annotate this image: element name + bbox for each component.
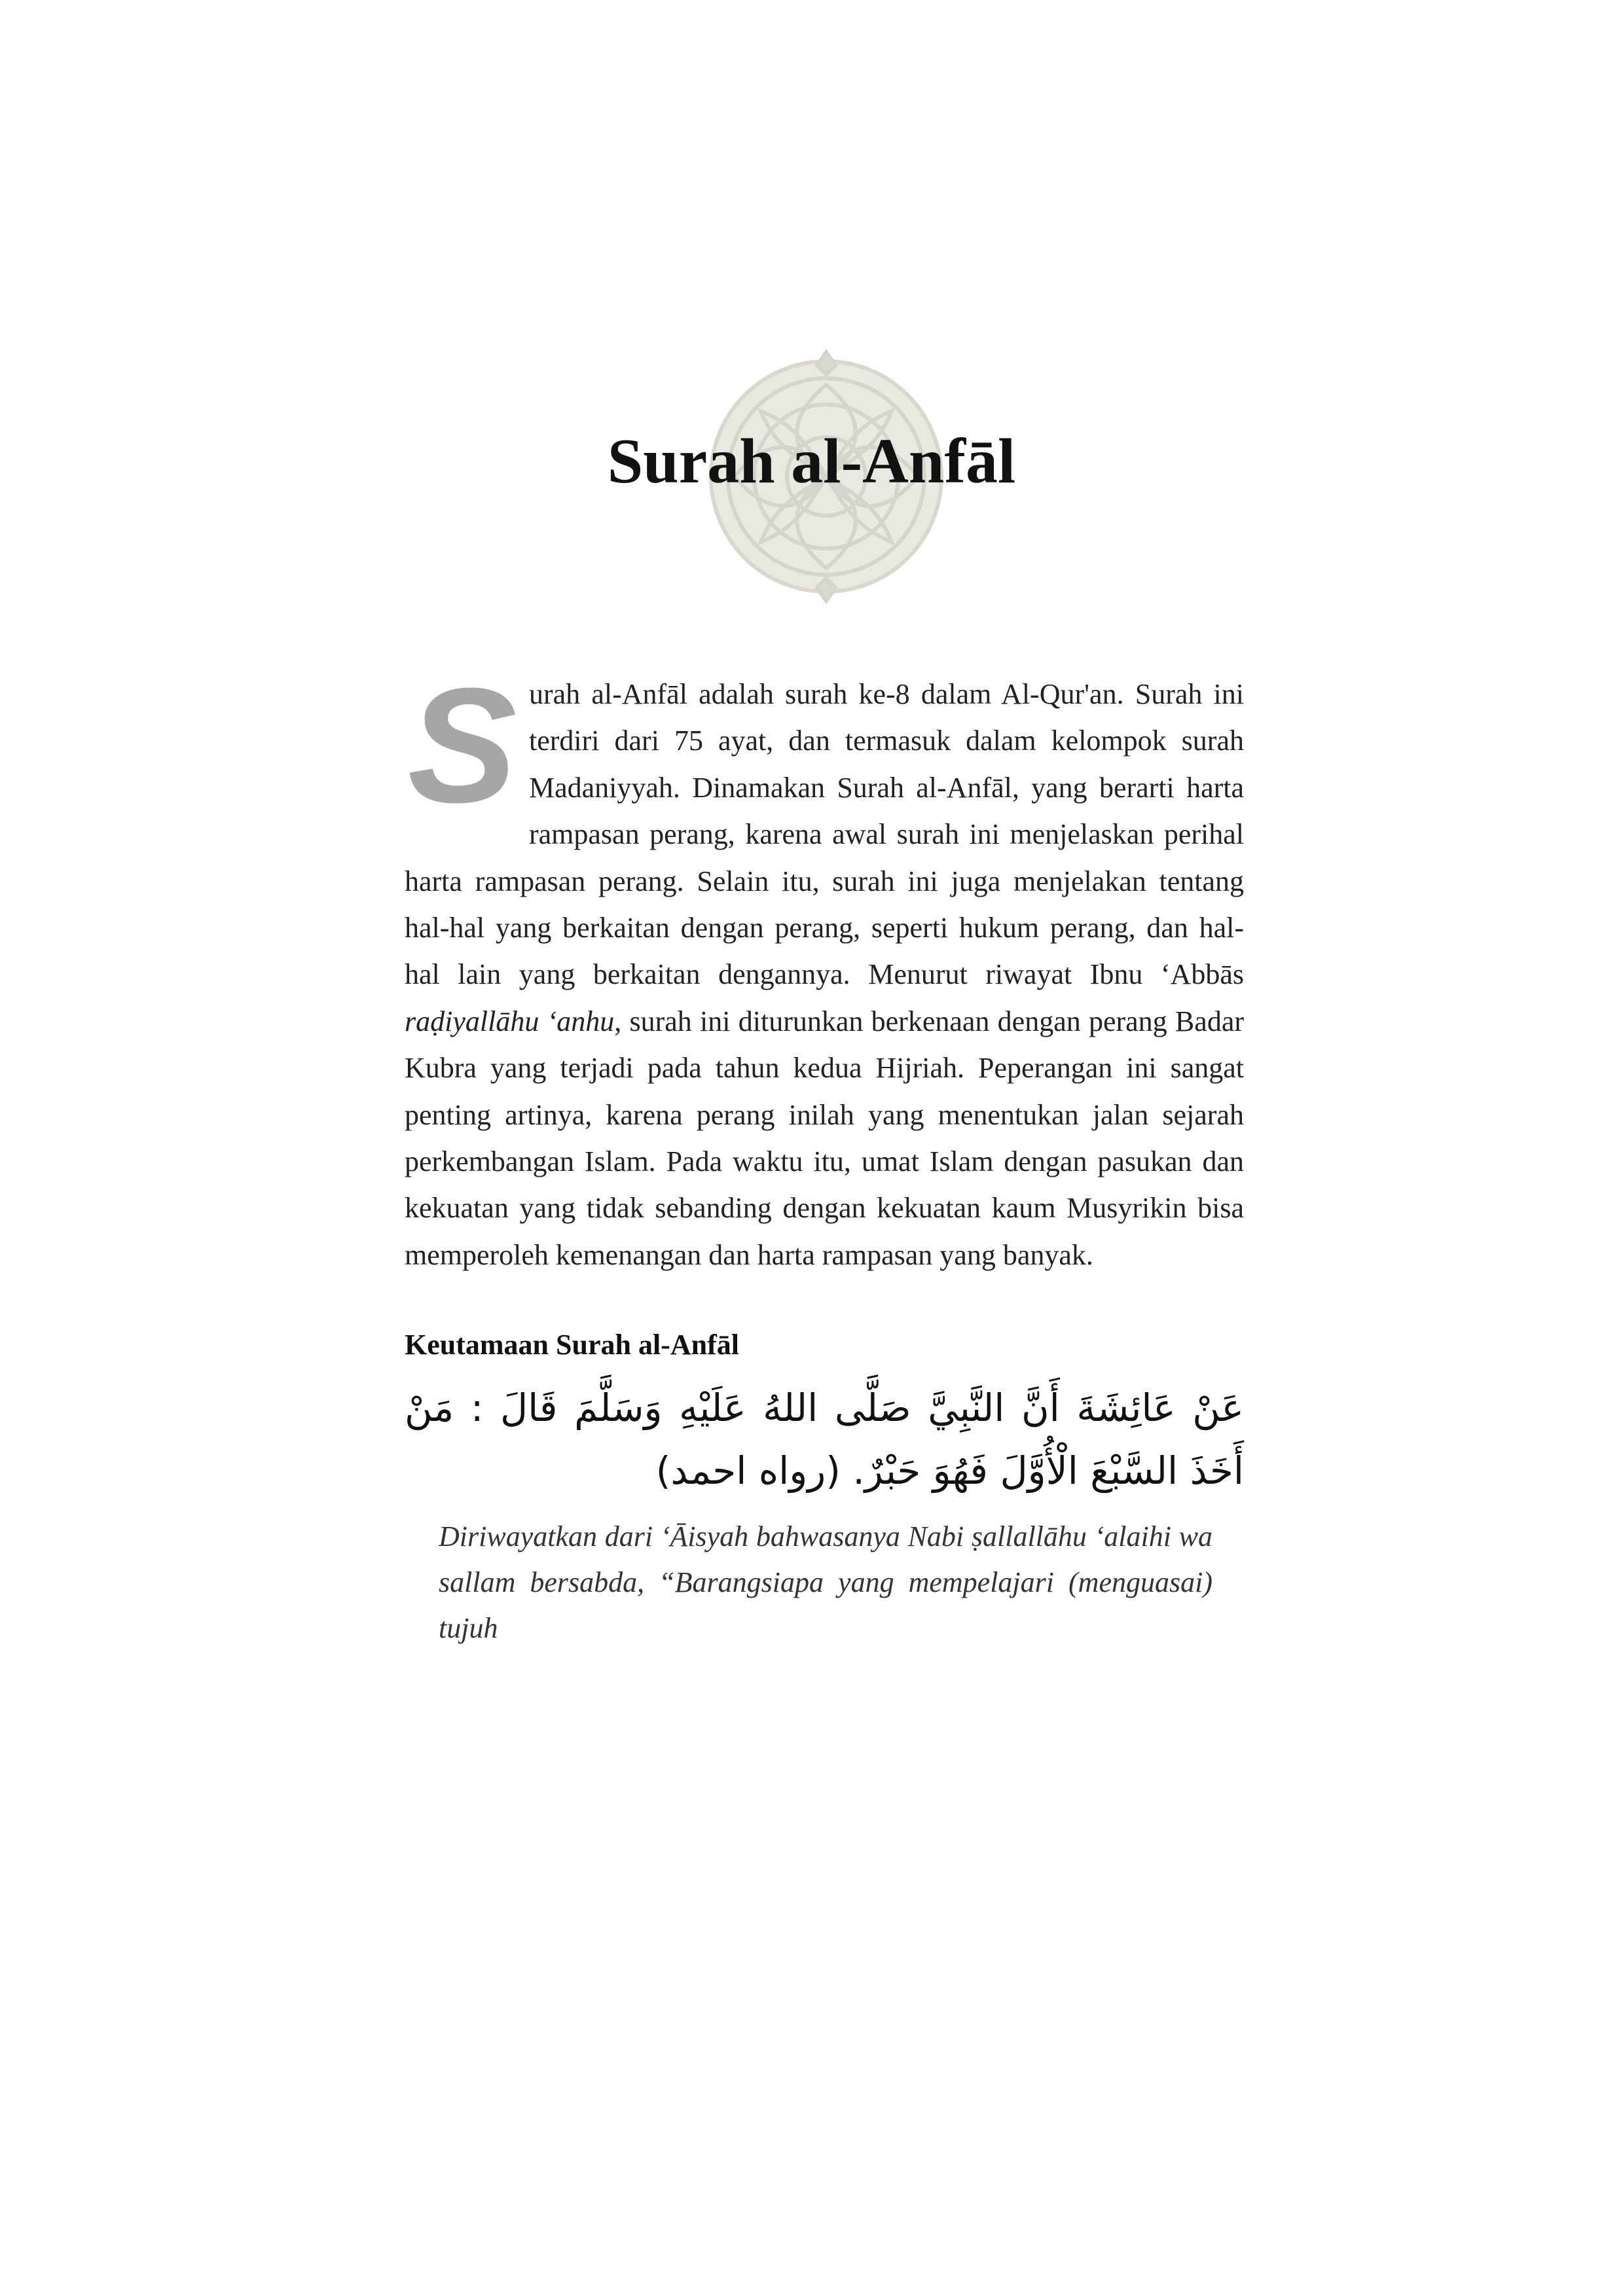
hadith-arabic: عَنْ عَائِشَةَ أَنَّ النَّبِيَّ صَلَّى اللهُ عَلَيْهِ وَسَلَّمَ قَالَ : مَنْ أَخَذَ السَّبْعَ الْأُوَّلَ فَهُوَ حَبْرٌ. (رواه احمد) bbox=[405, 1386, 1244, 1494]
intro-text-part1: urah al-Anfāl adalah surah ke-8 dalam Al-Qur'an. Surah ini terdiri dari 75 ayat, dan termasuk dalam kelompok surah Madaniyyah. Dinamakan Surah al-Anfāl, yang berarti harta rampasan perang, karena awal surah ini menjelaskan perihal harta rampasan perang. Selain itu, surah ini juga menjelakan tentang hal-hal yang berkaitan dengan perang, seperti hukum perang, dan hal-hal lain yang berkaitan dengannya. Menurut riwayat Ibnu ‘Abbās bbox=[405, 678, 1244, 991]
page-title: Surah al-Anfāl bbox=[607, 426, 1016, 497]
hadith-translation: Diriwayatkan dari ‘Āisyah bahwasanya Nabi ṣallallāhu ‘alaihi wa sallam bersabda, “Barangsiapa yang mempelajari (menguasai) tujuh bbox=[439, 1520, 1213, 1645]
svg-text:S: S bbox=[407, 685, 517, 816]
dropcap bbox=[405, 685, 524, 816]
intro-paragraph bbox=[405, 671, 1244, 1278]
intro-text-part2: , surah ini diturunkan berkenaan dengan perang Badar Kubra yang terjadi pada tahun kedua Hijriah. Peperangan ini sangat penting artinya, karena perang inilah yang menentukan jalan sejarah perkembangan Islam. Pada waktu itu, umat Islam dengan pasukan dan kekuatan yang tidak sebanding dengan kekuatan kaum Musyrikin bisa memperoleh kemenangan dan harta rampasan yang banyak. bbox=[405, 1005, 1244, 1271]
section-heading: Keutamaan Surah al-Anfāl bbox=[405, 1329, 739, 1361]
intro-text-italic: raḍiyallāhu ‘anhu bbox=[405, 1005, 615, 1037]
content-body bbox=[405, 671, 1244, 1651]
